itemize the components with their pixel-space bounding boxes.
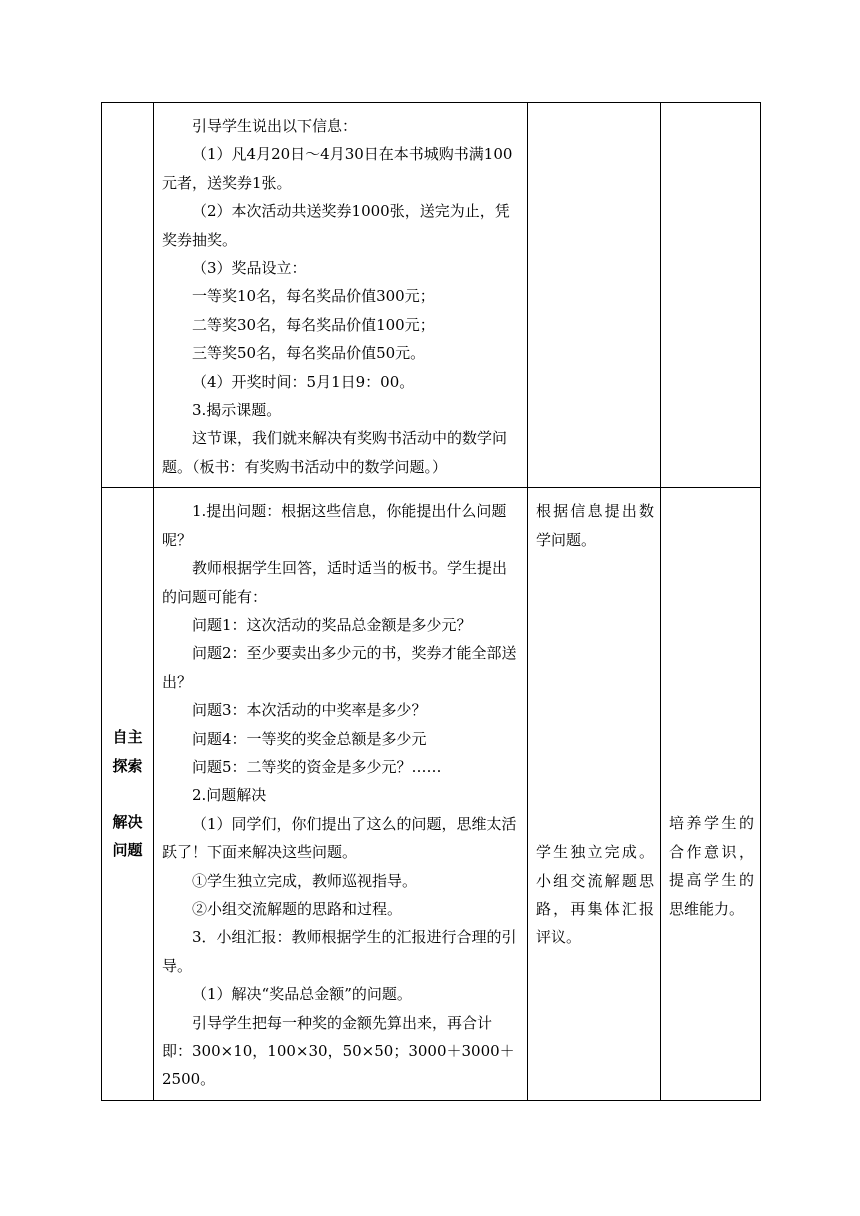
student-activity-text: 根据信息提出数学问题。 xyxy=(536,502,654,549)
content-line: 问题3：本次活动的中奖率是多少？ xyxy=(192,701,427,720)
stage-label: 探索 xyxy=(112,756,143,775)
content-line: 问题1：这次活动的奖品总金额是多少元？ xyxy=(192,615,472,634)
content-line: 3．小组汇报：教师根据学生的汇报进行合理的引导。 xyxy=(162,928,517,975)
stage-label: 自主 xyxy=(112,728,143,747)
table-row xyxy=(102,103,761,488)
content-line: （2）本次活动共送奖券1000张，送完为止，凭奖券抽奖。 xyxy=(162,202,510,249)
content-line: 一等奖10名，每名奖品价值300元； xyxy=(192,287,435,306)
content-line: 二等奖30名，每名奖品价值100元； xyxy=(192,315,435,334)
content-line: 这节课，我们就来解决有奖购书活动中的数学问题。（板书：有奖购书活动中的数学问题。） xyxy=(162,429,508,476)
stage-label: 解决 xyxy=(112,813,143,832)
stage-cell xyxy=(102,488,154,1101)
content-line: 引导学生把每一种奖的金额先算出来，再合计即：300×10，100×30，50×50；3000＋3000＋2500。 xyxy=(162,1013,515,1089)
content-line: 2.问题解决 xyxy=(192,786,267,805)
content-line: 问题4：一等奖的奖金总额是多少元 xyxy=(192,729,427,748)
content-cell xyxy=(154,488,528,1101)
content-line: 问题5：二等奖的资金是多少元？…… xyxy=(192,757,442,776)
student-activity-text: 学生独立完成。小组交流解题思路，再集体汇报评议。 xyxy=(536,843,654,947)
content-line: 三等奖50名，每名奖品价值50元。 xyxy=(192,344,426,363)
student-activity-cell xyxy=(528,103,661,488)
stage-label: 问题 xyxy=(112,841,143,860)
content-line: （1）凡4月20日～4月30日在本书城购书满100元者，送奖券1张。 xyxy=(162,145,513,192)
content-line: （3）奖品设立： xyxy=(192,259,307,278)
design-intent-cell xyxy=(661,488,761,1101)
content-line: 引导学生说出以下信息： xyxy=(192,117,358,135)
content-line: 教师根据学生回答，适时适当的板书。学生提出的问题可能有： xyxy=(162,559,508,606)
lesson-plan-table xyxy=(101,102,761,1101)
content-line: （1）解决“奖品总金额”的问题。 xyxy=(192,985,412,1004)
content-line: （1）同学们，你们提出了这么的问题，思维太活跃了！下面来解决这些问题。 xyxy=(162,814,517,862)
content-line: 3.揭示课题。 xyxy=(192,401,282,420)
design-intent-cell xyxy=(661,103,761,488)
student-activity-cell xyxy=(528,488,661,1101)
content-line: （4）开奖时间：5月1日9：00。 xyxy=(192,372,415,391)
table-row xyxy=(102,488,761,1101)
content-line: 问题2：至少要卖出多少元的书，奖券才能全部送出？ xyxy=(162,644,517,691)
content-line: ②小组交流解题的思路和过程。 xyxy=(192,899,403,918)
stage-cell xyxy=(102,103,154,488)
design-intent-text: 培养学生的合作意识，提高学生的思维能力。 xyxy=(669,814,754,918)
content-line: ①学生独立完成，教师巡视指导。 xyxy=(192,871,418,890)
content-line: 1.提出问题：根据这些信息，你能提出什么问题呢？ xyxy=(162,502,507,549)
content-cell xyxy=(154,103,528,488)
